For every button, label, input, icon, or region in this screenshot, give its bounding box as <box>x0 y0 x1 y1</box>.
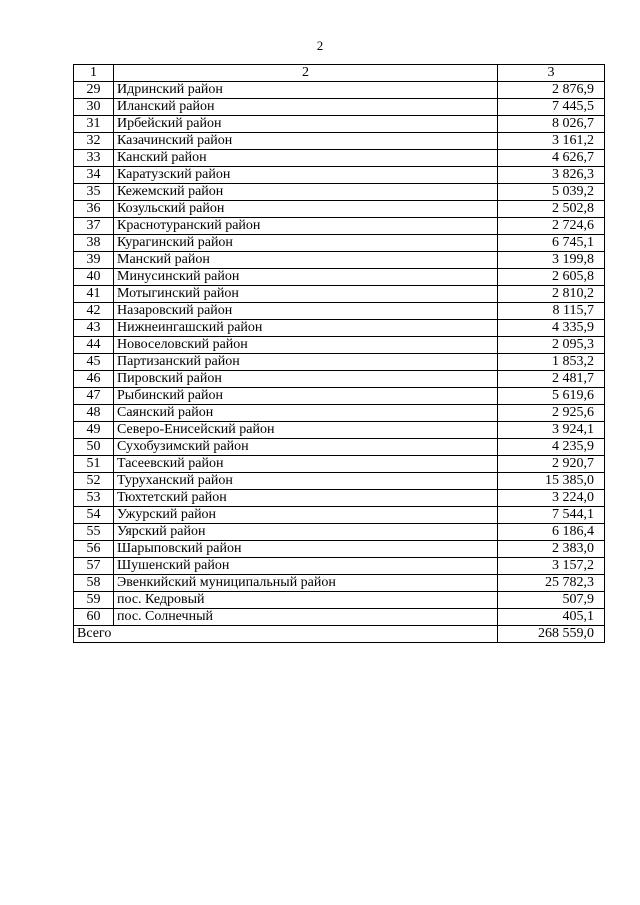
page-number: 2 <box>316 38 324 53</box>
table-row <box>74 507 605 524</box>
district-name-cell: Саянский район <box>114 405 498 422</box>
table-row <box>74 133 605 150</box>
total-label: Всего <box>74 626 498 643</box>
table-row <box>74 541 605 558</box>
value-cell: 3 157,2 <box>498 558 605 575</box>
district-name-cell: Каратузский район <box>114 167 498 184</box>
value-cell: 2 502,8 <box>498 201 605 218</box>
row-number-cell: 37 <box>74 218 114 235</box>
row-number-cell: 44 <box>74 337 114 354</box>
district-name-cell: Назаровский район <box>114 303 498 320</box>
total-row <box>74 626 605 643</box>
table-row <box>74 592 605 609</box>
table-row <box>74 354 605 371</box>
table-row <box>74 201 605 218</box>
value-cell: 2 481,7 <box>498 371 605 388</box>
row-number-cell: 45 <box>74 354 114 371</box>
district-name-cell: Северо-Енисейский район <box>114 422 498 439</box>
district-name-cell: Канский район <box>114 150 498 167</box>
value-cell: 5 039,2 <box>498 184 605 201</box>
district-name-cell: Мотыгинский район <box>114 286 498 303</box>
value-cell: 6 745,1 <box>498 235 605 252</box>
table-row <box>74 150 605 167</box>
value-cell: 507,9 <box>498 592 605 609</box>
district-name-cell: Партизанский район <box>114 354 498 371</box>
value-cell: 2 925,6 <box>498 405 605 422</box>
table-row <box>74 218 605 235</box>
value-cell: 8 026,7 <box>498 116 605 133</box>
table-row <box>74 337 605 354</box>
district-name-cell: Ирбейский район <box>114 116 498 133</box>
value-cell: 3 826,3 <box>498 167 605 184</box>
district-name-cell: Идринский район <box>114 82 498 99</box>
table-row <box>74 609 605 626</box>
row-number-cell: 41 <box>74 286 114 303</box>
value-cell: 5 619,6 <box>498 388 605 405</box>
table-row <box>74 286 605 303</box>
district-name-cell: Сухобузимский район <box>114 439 498 456</box>
district-name-cell: Уярский район <box>114 524 498 541</box>
row-number-cell: 50 <box>74 439 114 456</box>
district-name-cell: Курагинский район <box>114 235 498 252</box>
table-row <box>74 320 605 337</box>
value-cell: 15 385,0 <box>498 473 605 490</box>
table-row <box>74 524 605 541</box>
header-cell-number: 1 <box>74 65 114 82</box>
table-header-row <box>74 65 605 82</box>
value-cell: 7 445,5 <box>498 99 605 116</box>
row-number-cell: 31 <box>74 116 114 133</box>
table-row <box>74 269 605 286</box>
value-cell: 4 335,9 <box>498 320 605 337</box>
value-cell: 3 199,8 <box>498 252 605 269</box>
row-number-cell: 54 <box>74 507 114 524</box>
table-row <box>74 422 605 439</box>
row-number-cell: 43 <box>74 320 114 337</box>
value-cell: 405,1 <box>498 609 605 626</box>
district-name-cell: Эвенкийский муниципальный район <box>114 575 498 592</box>
table-row <box>74 456 605 473</box>
district-name-cell: Шарыповский район <box>114 541 498 558</box>
district-name-cell: Тюхтетский район <box>114 490 498 507</box>
district-name-cell: пос. Кедровый <box>114 592 498 609</box>
table-row <box>74 184 605 201</box>
district-name-cell: Казачинский район <box>114 133 498 150</box>
total-value: 268 559,0 <box>498 626 605 643</box>
district-name-cell: Новоселовский район <box>114 337 498 354</box>
header-cell-name: 2 <box>114 65 498 82</box>
value-cell: 25 782,3 <box>498 575 605 592</box>
row-number-cell: 33 <box>74 150 114 167</box>
table-row <box>74 473 605 490</box>
row-number-cell: 32 <box>74 133 114 150</box>
value-cell: 2 724,6 <box>498 218 605 235</box>
row-number-cell: 53 <box>74 490 114 507</box>
row-number-cell: 51 <box>74 456 114 473</box>
value-cell: 1 853,2 <box>498 354 605 371</box>
value-cell: 2 383,0 <box>498 541 605 558</box>
district-name-cell: Ужурский район <box>114 507 498 524</box>
value-cell: 2 605,8 <box>498 269 605 286</box>
district-name-cell: Рыбинский район <box>114 388 498 405</box>
district-name-cell: Кежемский район <box>114 184 498 201</box>
row-number-cell: 49 <box>74 422 114 439</box>
district-name-cell: Минусинский район <box>114 269 498 286</box>
value-cell: 8 115,7 <box>498 303 605 320</box>
table-row <box>74 371 605 388</box>
district-name-cell: Иланский район <box>114 99 498 116</box>
table-row <box>74 252 605 269</box>
row-number-cell: 42 <box>74 303 114 320</box>
row-number-cell: 46 <box>74 371 114 388</box>
row-number-cell: 29 <box>74 82 114 99</box>
district-name-cell: Краснотуранский район <box>114 218 498 235</box>
table-row <box>74 303 605 320</box>
value-cell: 4 235,9 <box>498 439 605 456</box>
row-number-cell: 38 <box>74 235 114 252</box>
table-row <box>74 558 605 575</box>
row-number-cell: 58 <box>74 575 114 592</box>
header-cell-value: 3 <box>498 65 605 82</box>
district-name-cell: Манский район <box>114 252 498 269</box>
row-number-cell: 47 <box>74 388 114 405</box>
value-cell: 3 924,1 <box>498 422 605 439</box>
row-number-cell: 35 <box>74 184 114 201</box>
row-number-cell: 59 <box>74 592 114 609</box>
value-cell: 2 810,2 <box>498 286 605 303</box>
table-row <box>74 388 605 405</box>
row-number-cell: 48 <box>74 405 114 422</box>
district-name-cell: Тасеевский район <box>114 456 498 473</box>
value-cell: 4 626,7 <box>498 150 605 167</box>
table-row <box>74 82 605 99</box>
table-row <box>74 575 605 592</box>
district-name-cell: пос. Солнечный <box>114 609 498 626</box>
district-name-cell: Пировский район <box>114 371 498 388</box>
value-cell: 3 224,0 <box>498 490 605 507</box>
district-name-cell: Нижнеингашский район <box>114 320 498 337</box>
table-row <box>74 439 605 456</box>
value-cell: 3 161,2 <box>498 133 605 150</box>
table-row <box>74 116 605 133</box>
value-cell: 7 544,1 <box>498 507 605 524</box>
row-number-cell: 56 <box>74 541 114 558</box>
table-row <box>74 167 605 184</box>
table-row <box>74 405 605 422</box>
table-row <box>74 235 605 252</box>
table-row <box>74 490 605 507</box>
row-number-cell: 30 <box>74 99 114 116</box>
table-body <box>74 65 605 643</box>
district-name-cell: Туруханский район <box>114 473 498 490</box>
value-cell: 6 186,4 <box>498 524 605 541</box>
table-row <box>74 99 605 116</box>
district-name-cell: Козульский район <box>114 201 498 218</box>
data-table <box>73 64 605 643</box>
row-number-cell: 39 <box>74 252 114 269</box>
row-number-cell: 52 <box>74 473 114 490</box>
value-cell: 2 095,3 <box>498 337 605 354</box>
row-number-cell: 34 <box>74 167 114 184</box>
row-number-cell: 55 <box>74 524 114 541</box>
row-number-cell: 60 <box>74 609 114 626</box>
value-cell: 2 920,7 <box>498 456 605 473</box>
value-cell: 2 876,9 <box>498 82 605 99</box>
row-number-cell: 36 <box>74 201 114 218</box>
row-number-cell: 57 <box>74 558 114 575</box>
district-name-cell: Шушенский район <box>114 558 498 575</box>
row-number-cell: 40 <box>74 269 114 286</box>
